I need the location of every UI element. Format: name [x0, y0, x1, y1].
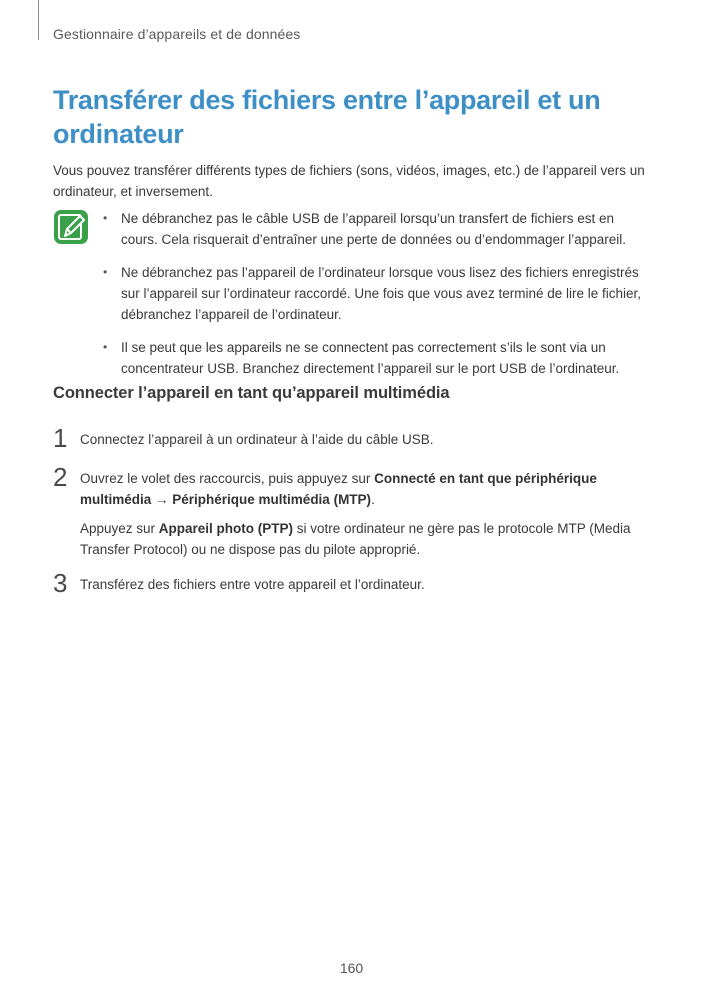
step-2-sub-bold-ptp: Appareil photo (PTP)	[158, 521, 294, 536]
step-3-text: Transférez des fichiers entre votre appareil et l’ordinateur.	[80, 577, 425, 592]
step-2-sub-before: Appuyez sur	[80, 521, 159, 536]
note-pencil-icon-graphic	[53, 209, 89, 245]
step-2-sub-after: si votre ordinateur ne gère pas le protocole MTP (Media Transfer Protocol) ou ne dispose pas du pilote approprié.	[80, 521, 631, 557]
note-text: Ne débranchez pas le câble USB de l’appareil lorsqu’un transfert de fichiers est en cours. Cela risquerait d’entraîner une perte de données ou d’endommager l’appareil.	[121, 211, 627, 247]
step-1-text: Connectez l’appareil à un ordinateur à l’aide du câble USB.	[80, 432, 434, 447]
step-number: 1	[53, 423, 68, 453]
arrow-icon: →	[151, 492, 173, 507]
step-2-subnote	[80, 518, 640, 560]
bullet: •	[103, 265, 108, 279]
bullet: •	[103, 211, 108, 225]
step-2-text-after: .	[371, 492, 375, 507]
note-list	[100, 208, 645, 391]
note-item	[100, 337, 645, 379]
step-2-bold-mtp: Périphérique multimédia (MTP)	[172, 492, 372, 507]
step-text	[80, 574, 640, 595]
step-2-text-before: Ouvrez le volet des raccourcis, puis appuyez sur	[80, 471, 375, 486]
running-header: Gestionnaire d’appareils et de données	[53, 26, 301, 42]
intro-paragraph: Vous pouvez transférer différents types de fichiers (sons, vidéos, images, etc.) de l’appareil vers un ordinateur, et inversement.	[53, 163, 645, 199]
step-number: 2	[53, 462, 68, 492]
page-number: 160	[339, 960, 364, 976]
page-title: Transférer des fichiers entre l’appareil et un ordinateur	[53, 85, 601, 149]
note-item	[100, 208, 645, 250]
note-text: Ne débranchez pas l’appareil de l’ordinateur lorsque vous lisez des fichiers enregistrés sur l’appareil sur l’ordinateur raccordé. Une fois que vous avez terminé de lire le fichier, débranchez l’appareil de l’ordinateur.	[121, 265, 642, 322]
bullet: •	[103, 340, 108, 354]
step-2-bold-option: Connecté en tant que périphérique multimédia	[80, 471, 597, 507]
section-heading: Connecter l’appareil en tant qu’appareil multimédia	[53, 384, 450, 402]
step-text	[80, 468, 640, 560]
step-2-instruction	[80, 468, 640, 510]
note-item	[100, 262, 645, 325]
header-rule	[38, 0, 39, 40]
step-number: 3	[53, 568, 68, 598]
step-text	[80, 429, 640, 450]
note-pencil-icon	[53, 209, 89, 245]
note-text: Il se peut que les appareils ne se connectent pas correctement s’ils le sont via un concentrateur USB. Branchez directement l’appareil sur le port USB de l’ordinateur.	[121, 340, 620, 376]
